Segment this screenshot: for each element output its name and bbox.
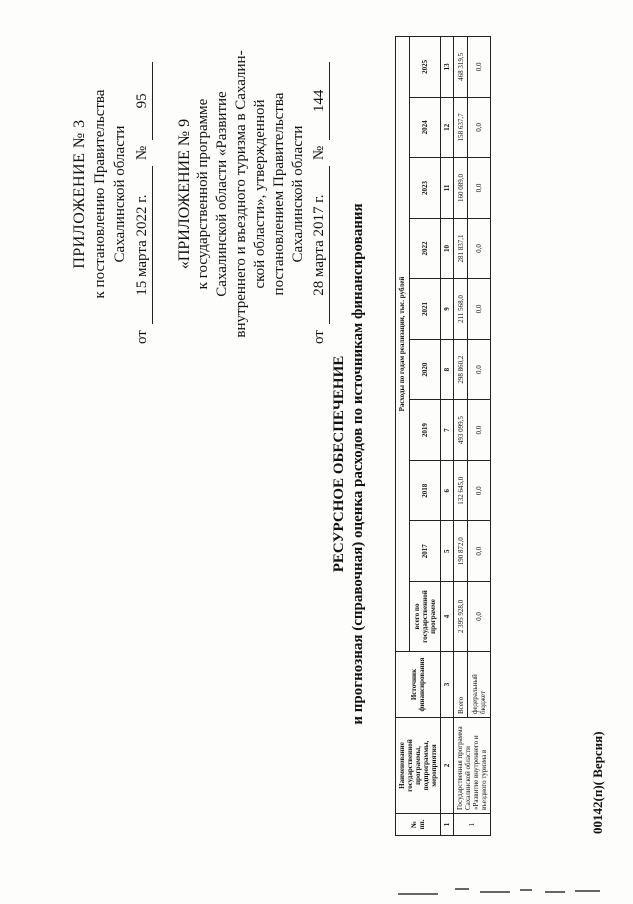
header-year: 2019 <box>409 400 440 461</box>
row-value: 0,0 <box>468 279 491 340</box>
row-value: 0,0 <box>468 339 491 400</box>
scan-artifact <box>455 888 469 890</box>
document-title <box>330 84 368 844</box>
row-source: федеральный бюджет <box>468 652 491 718</box>
number-label: № <box>134 145 150 161</box>
row-value: 190 872,0 <box>454 521 468 582</box>
row-value: 132 645,0 <box>454 460 468 521</box>
column-index-row <box>441 37 454 836</box>
header-source: Источник финансирования <box>396 652 441 718</box>
column-index: 2 <box>441 718 454 814</box>
row-value: 158 637,7 <box>454 97 468 158</box>
appendix-2-title: «ПРИЛОЖЕНИЕ № 9 <box>176 118 193 270</box>
row-value: 0,0 <box>468 521 491 582</box>
table-row <box>468 37 491 836</box>
column-index: 7 <box>441 400 454 461</box>
appendix-1-title: ПРИЛОЖЕНИЕ № 3 <box>71 119 88 269</box>
column-index: 12 <box>441 97 454 158</box>
appendix-header-1 <box>70 44 153 344</box>
row-value: 281 837,1 <box>454 218 468 279</box>
column-index: 8 <box>441 339 454 400</box>
program-date: 28 марта 2017 г. <box>310 166 330 324</box>
row-total: 0,0 <box>468 582 491 652</box>
row-value: 298 860,2 <box>454 339 468 400</box>
column-index: 4 <box>441 582 454 652</box>
header-year: 2022 <box>409 218 440 279</box>
appendix-2-line: Сахалинской области «Развитие <box>214 91 230 297</box>
from-label: от <box>311 330 327 344</box>
appendix-2-reference <box>310 44 330 344</box>
header-year: 2020 <box>409 339 440 400</box>
header-year: 2017 <box>409 521 440 582</box>
row-total: 2 395 928,0 <box>454 582 468 652</box>
header-year: 2024 <box>409 97 440 158</box>
resource-table <box>395 36 491 836</box>
row-value: 0,0 <box>468 218 491 279</box>
header-expenses: Расходы по годам реализации, тыс. рублей <box>396 37 410 652</box>
column-index: 9 <box>441 279 454 340</box>
from-label: от <box>134 330 150 344</box>
scan-artifact <box>575 890 600 892</box>
decree-date: 15 марта 2022 г. <box>132 166 153 324</box>
scan-artifact <box>545 891 565 893</box>
appendix-2-line: внутреннего и въездного туризма в Сахалин- <box>233 50 249 338</box>
appendix-2-line: ской области», утвержденной <box>252 99 268 289</box>
row-name: Государственная программа Сахалинской области «Развитие внутреннего и въездного туризма в <box>454 718 491 814</box>
table-header-row <box>396 37 410 836</box>
column-index: 3 <box>441 652 454 718</box>
document-title-main: РЕСУРСНОЕ ОБЕСПЕЧЕНИЕ <box>331 355 347 573</box>
header-year: 2021 <box>409 279 440 340</box>
number-label: № <box>311 145 327 161</box>
appendix-2-line: Сахалинской области <box>290 125 306 263</box>
row-value: 0,0 <box>468 158 491 219</box>
appendix-header-2 <box>175 44 330 344</box>
column-index: 1 <box>441 814 454 836</box>
scan-artifact <box>398 893 438 895</box>
row-source: Всего <box>454 652 468 718</box>
row-value: 0,0 <box>468 400 491 461</box>
appendix-1-line: Сахалинской области <box>112 125 128 263</box>
column-index: 6 <box>441 460 454 521</box>
column-index: 11 <box>441 158 454 219</box>
scan-artifact <box>480 891 510 893</box>
table-row <box>454 37 468 836</box>
appendix-2-line: к государственной программе <box>195 98 211 290</box>
header-year: 2023 <box>409 158 440 219</box>
column-index: 5 <box>441 521 454 582</box>
header-year: 2025 <box>409 37 440 98</box>
row-no: 1 <box>454 814 491 836</box>
document-code: 00142(п)( Версия) <box>590 731 605 834</box>
row-value: 0,0 <box>468 37 491 98</box>
header-no: № пп. <box>396 814 441 836</box>
row-value: 160 089,0 <box>454 158 468 219</box>
row-value: 493 099,5 <box>454 400 468 461</box>
appendix-2-line: постановлением Правительства <box>271 92 287 296</box>
scan-artifact <box>520 889 532 891</box>
resource-table-wrapper <box>395 36 491 836</box>
appendix-1-line: к постановлению Правительства <box>92 89 108 299</box>
document-subtitle: и прогнозная (справочная) оценка расходов по источникам финансирования <box>350 203 366 725</box>
header-total: всего по государственной программе <box>409 582 440 652</box>
decree-number: 95 <box>132 62 153 140</box>
row-value: 0,0 <box>468 97 491 158</box>
program-number: 144 <box>310 62 330 140</box>
column-index: 13 <box>441 37 454 98</box>
appendix-1-reference <box>132 44 153 344</box>
row-value: 468 319,5 <box>454 37 468 98</box>
row-value: 211 568,0 <box>454 279 468 340</box>
row-value: 0,0 <box>468 460 491 521</box>
header-year: 2018 <box>409 460 440 521</box>
header-name: Наименование государственной программы, подпрограммы, мероприятия <box>396 718 441 814</box>
column-index: 10 <box>441 218 454 279</box>
